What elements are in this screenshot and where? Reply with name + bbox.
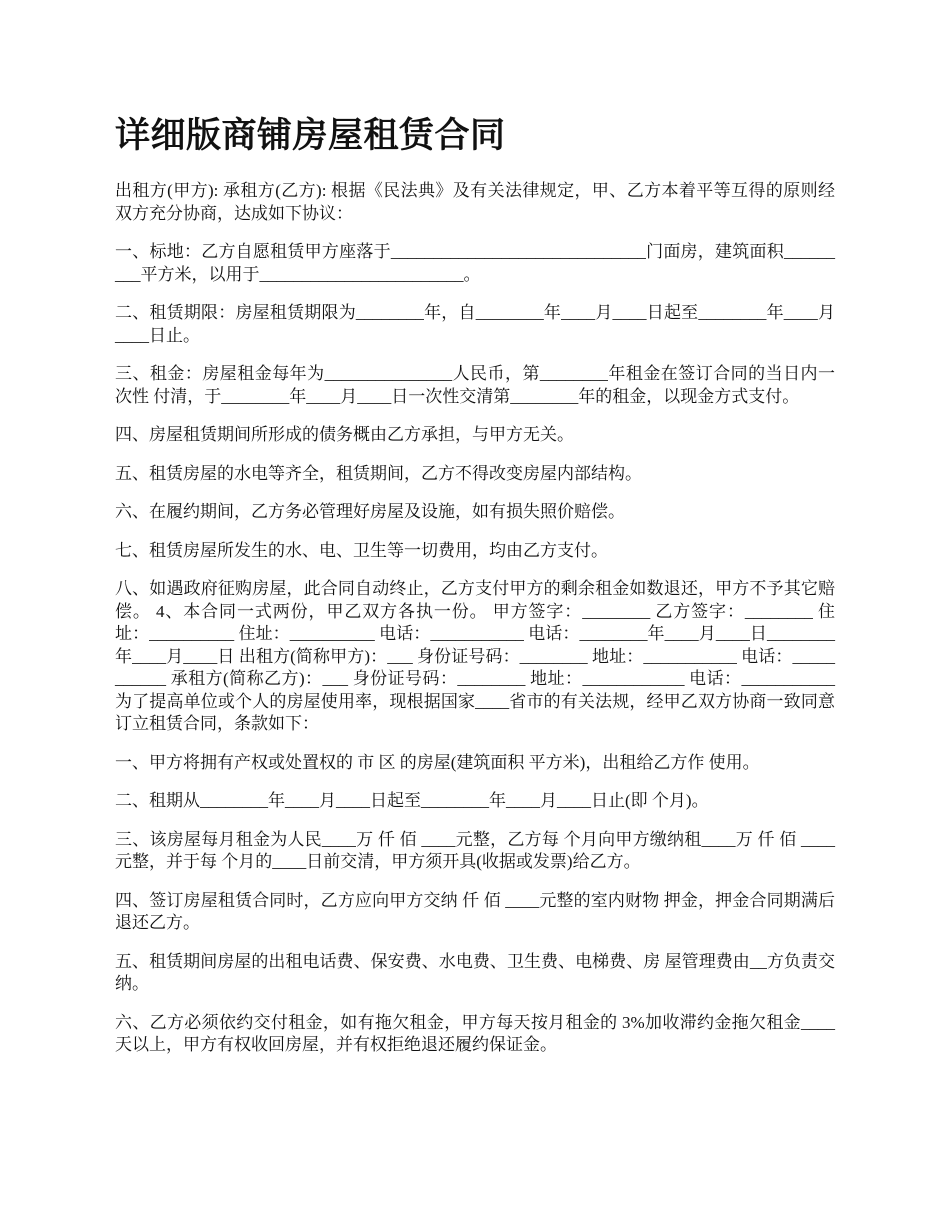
- document-body: [115, 180, 835, 1073]
- paragraph-fees: 五、租赁期间房屋的出租电话费、保安费、水电费、卫生费、电梯费、房 屋管理费由__方负责交纳。: [115, 951, 835, 993]
- paragraph-maintenance: 六、在履约期间，乙方务必管理好房屋及设施，如有损失照价赔偿。: [115, 502, 625, 521]
- paragraph-deposit: 四、签订房屋租赁合同时，乙方应向甲方交纳 仟 佰 ____元整的室内财物 押金，押金合同期满后退还乙方。: [115, 890, 835, 932]
- paragraph-late-payment: 六、乙方必须依约交付租金，如有拖欠租金，甲方每天按月租金的 3%加收滞约金拖欠租金____天以上，甲方有权收回房屋，并有权拒绝退还履约保证金。: [115, 1012, 835, 1054]
- paragraph-period: 二、租期从________年____月____日起至________年____月____日止(即 个月)。: [115, 791, 709, 810]
- paragraph-structure: 五、租赁房屋的水电等齐全，租赁期间，乙方不得改变房屋内部结构。: [115, 463, 642, 483]
- paragraph-utilities: 七、租赁房屋所发生的水、电、卫生等一切费用，均由乙方支付。: [115, 540, 608, 560]
- paragraph-property: 一、甲方将拥有产权或处置权的 市 区 的房屋(建筑面积 平方米)，出租给乙方作 使用。: [115, 752, 760, 772]
- paragraph-rent: 三、租金：房屋租金每年为_______________人民币，第________年租金在签订合同的当日内一次性 付清，于________年____月____日一次性交清第________年的租金，以现金方式支付。: [115, 364, 835, 406]
- paragraph-termination-signatures: 八、如遇政府征购房屋，此合同自动终止，乙方支付甲方的剩余租金如数退还，甲方不予其它赔偿。 4、本合同一式两份，甲乙双方各执一份。 甲方签字：________ 乙方签字：________ 住址：__________ 住址：__________ 电话：___________ 电话：________年____月____日________年____月____日 出租方(简称甲方)：___ 身份证号码：________ 地址：___________ 电话：___________ 承租方(简称乙方)：___ 身份证号码：________ 地址：____________ 电话：___________ 为了提高单位或个人的房屋使用率，现根据国家____省市的有关法规，经甲乙双方协商一致同意订立租赁合同，条款如下：: [115, 579, 835, 733]
- paragraph-monthly-rent: 三、该房屋每月租金为人民____万 仟 佰 ____元整，乙方每 个月向甲方缴纳租____万 仟 佰 ____元整，并于每 个月的____日前交清，甲方须开具(收据或发票)给乙方。: [115, 829, 835, 871]
- paragraph-lease-term: 二、租赁期限：房屋租赁期限为________年，自________年____月____日起至________年____月____日止。: [115, 303, 835, 345]
- paragraph-debts: 四、房屋租赁期间所形成的债务概由乙方承担，与甲方无关。: [115, 425, 574, 444]
- document-title: 详细版商铺房屋租赁合同: [115, 116, 506, 155]
- paragraph-intro: 出租方(甲方): 承租方(乙方): 根据《民法典》及有关法律规定，甲、乙方本着平等互得的原则经双方充分协商，达成如下协议：: [115, 181, 835, 223]
- paragraph-premises: 一、标地：乙方自愿租赁甲方座落于______________________________门面房，建筑面积_________平方米，以用于________________________。: [115, 242, 835, 284]
